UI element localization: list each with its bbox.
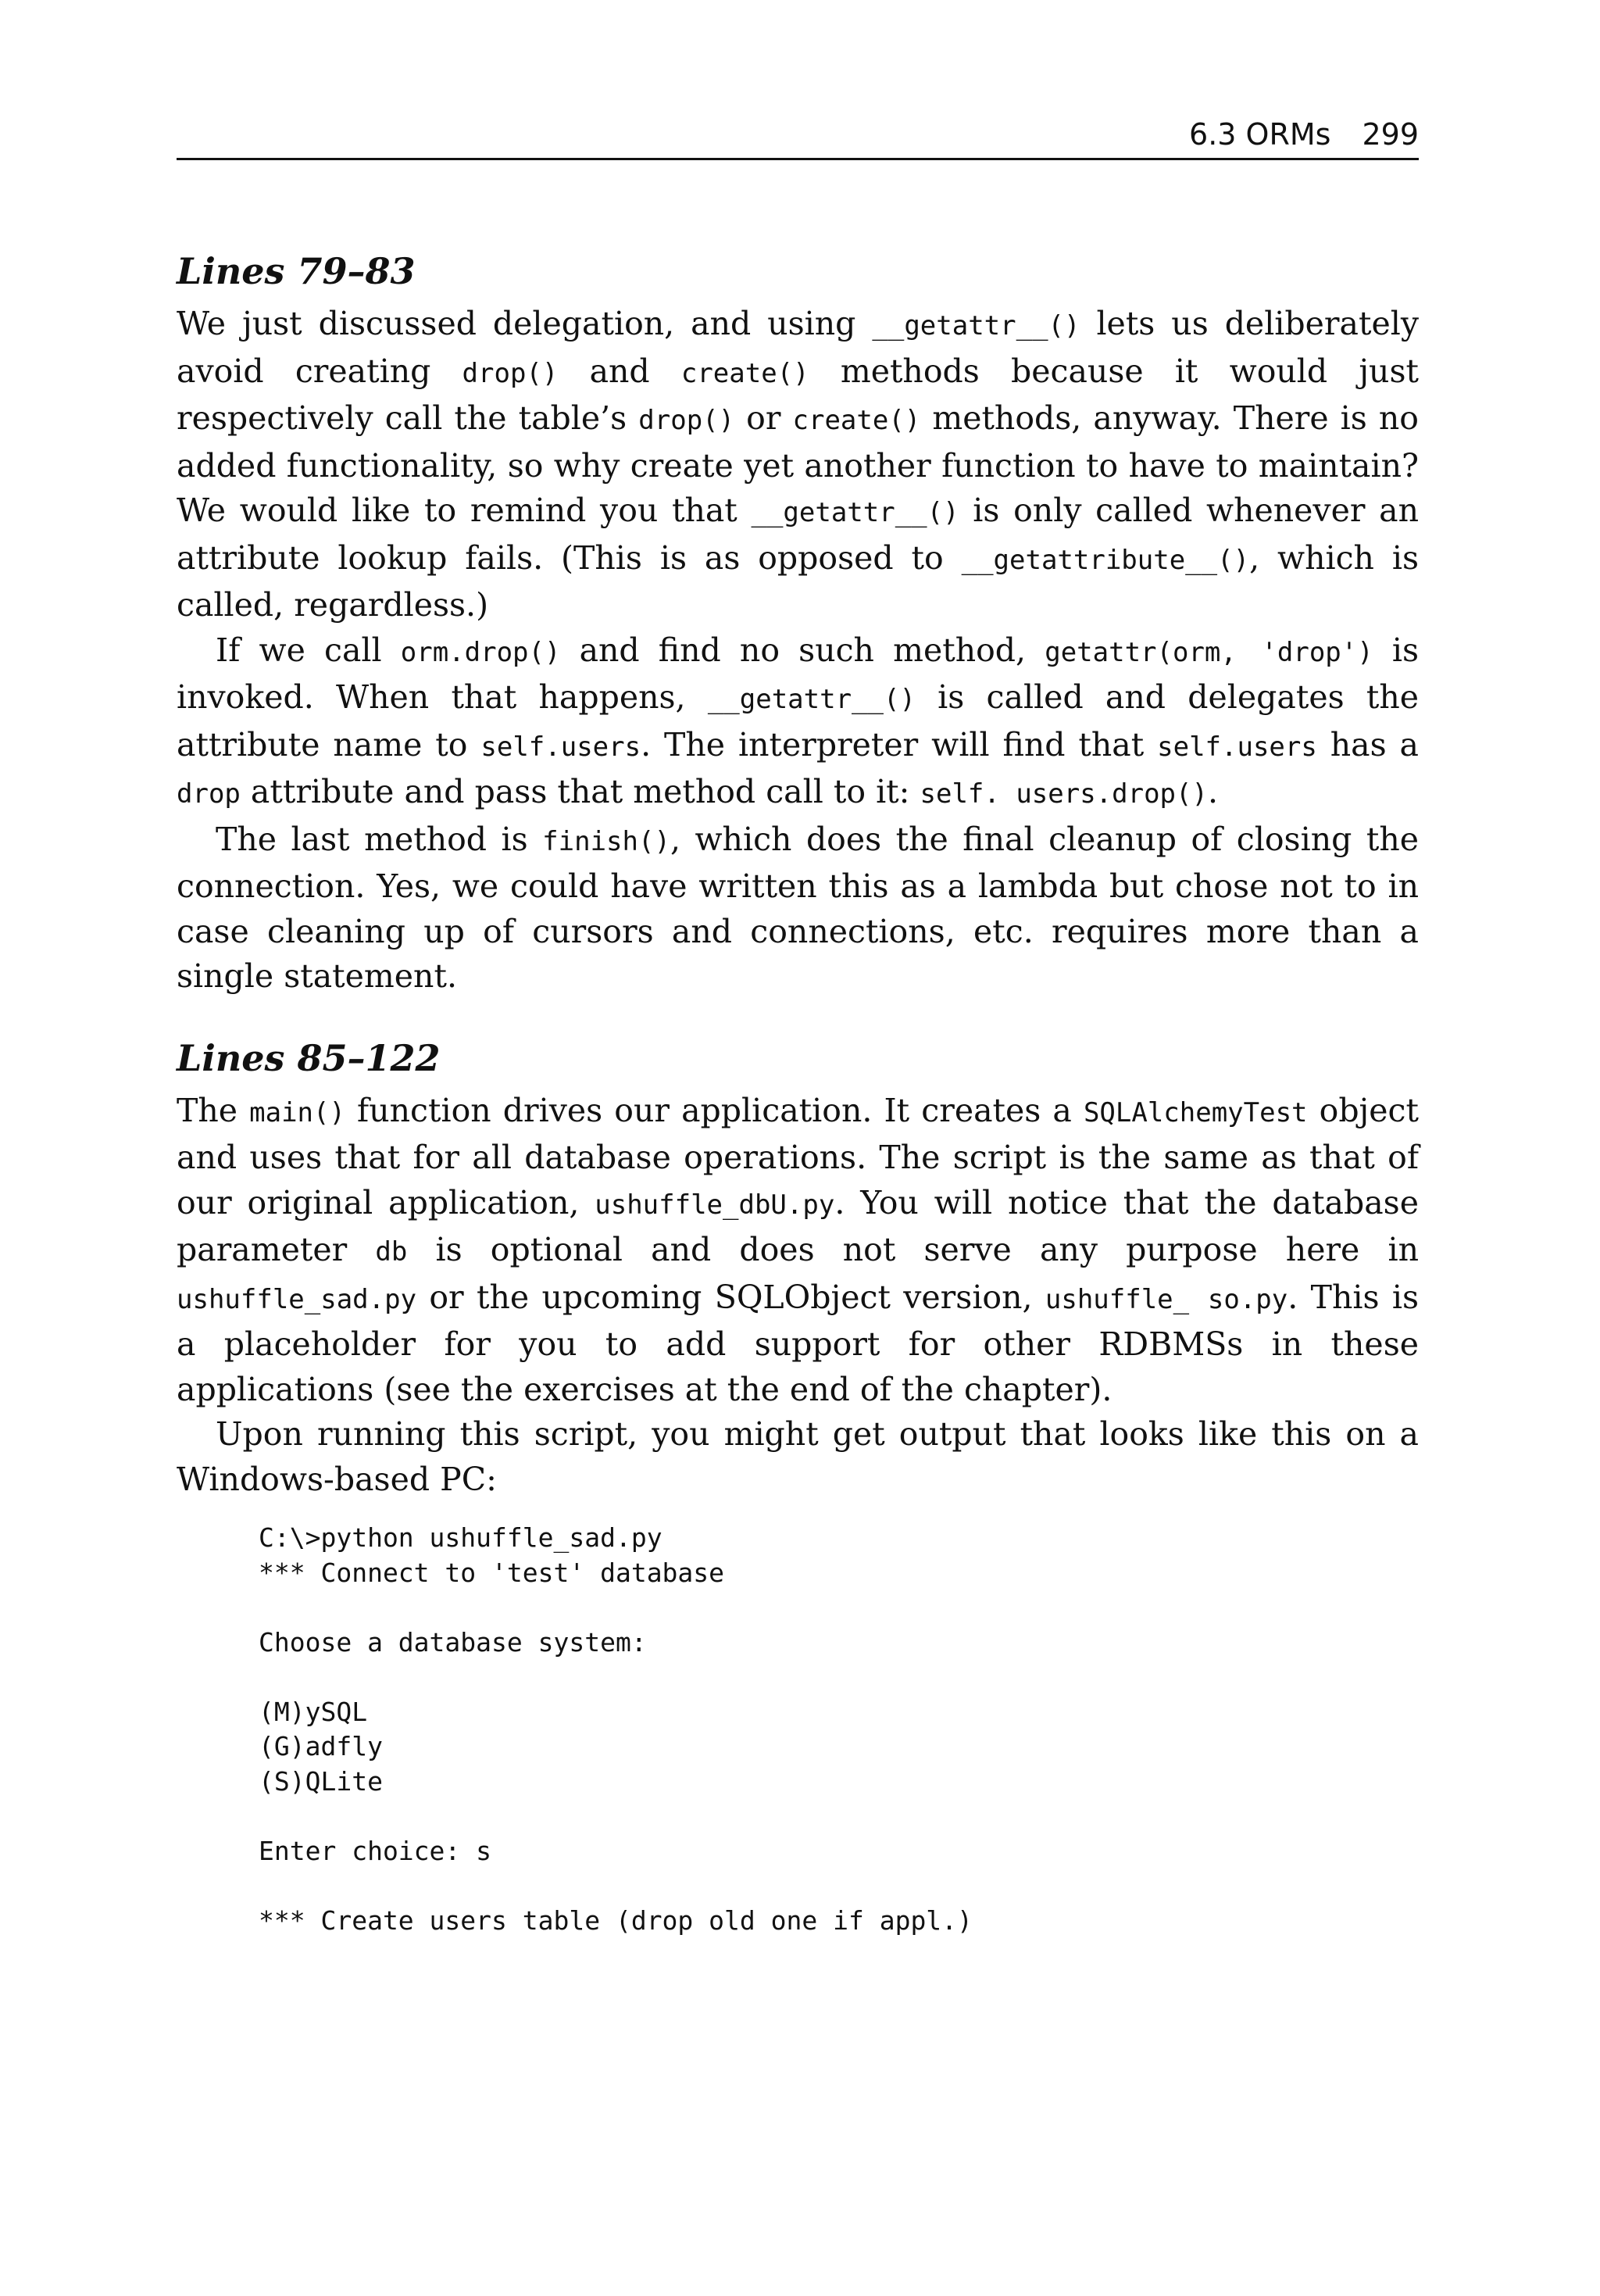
text-run: and	[558, 352, 681, 390]
inline-code: drop	[177, 778, 241, 810]
text-run: If we call	[216, 631, 401, 669]
inline-code: finish()	[542, 825, 670, 857]
text-run: object and uses that for all database operations. The script is the same as that of our original application,	[177, 1091, 1419, 1221]
text-run: and find no such method,	[560, 631, 1045, 669]
console-line	[259, 1869, 1419, 1904]
inline-code: self. users.drop()	[920, 778, 1208, 810]
console-line: C:\>python ushuffle_sad.py	[259, 1522, 662, 1553]
paragraph-finish-method	[177, 817, 1419, 1000]
inline-code: self.users	[480, 731, 641, 763]
text-run: is called and delegates the attribute name to	[177, 678, 1420, 764]
inline-code: __getattr__()	[872, 310, 1080, 342]
text-run: lets us deliberately avoid creating	[177, 305, 1419, 390]
console-line: Choose a database system:	[259, 1626, 647, 1658]
paragraph-orm-drop	[177, 628, 1419, 817]
text-run: is optional and does not serve any purpose here in	[407, 1231, 1419, 1268]
paragraph-main-function	[177, 1089, 1419, 1413]
inline-code: ushuffle_sad.py	[177, 1283, 417, 1315]
text-run: , which is called, regardless.)	[177, 538, 1420, 624]
text-run: function drives our application. It creates a	[345, 1091, 1084, 1129]
inline-code: create()	[792, 405, 921, 436]
running-header	[177, 117, 1419, 160]
inline-code: drop()	[638, 405, 735, 436]
inline-code: __getattr__()	[707, 684, 916, 715]
console-line	[259, 1660, 1419, 1695]
console-line: *** Create users table (drop old one if appl.)	[259, 1904, 973, 1936]
text-run: methods because it would just respectively call the table’s	[177, 352, 1419, 437]
text-run: .	[1207, 773, 1219, 810]
inline-code: SQLAlchemyTest	[1083, 1096, 1308, 1128]
inline-code: ushuffle_ so.py	[1045, 1283, 1288, 1315]
text-run: The	[177, 1091, 250, 1129]
inline-code: create()	[680, 357, 809, 389]
text-run: or	[734, 399, 793, 437]
inline-code: db	[375, 1236, 408, 1268]
inline-code: __getattribute__()	[961, 544, 1250, 576]
inline-code: ushuffle_dbU.py	[595, 1189, 835, 1221]
console-line: *** Connect to 'test' database	[259, 1557, 725, 1588]
text-run: or the upcoming SQLObject version,	[416, 1278, 1045, 1316]
paragraph-delegation	[177, 302, 1419, 628]
paragraph-running-script	[177, 1412, 1419, 1502]
text-run: is invoked. When that happens,	[177, 631, 1419, 716]
page-number: 299	[1362, 117, 1419, 152]
header-section-title: 6.3 ORMs	[1189, 117, 1331, 152]
console-line	[259, 1799, 1419, 1834]
text-run: . You will notice that the database parameter	[177, 1183, 1419, 1268]
text-run: has a	[1316, 725, 1419, 764]
inline-code: orm.drop()	[400, 636, 561, 668]
inline-code: self.users	[1157, 731, 1317, 763]
text-run: . The interpreter will find that	[641, 725, 1158, 764]
text-run: The last method is	[216, 820, 543, 858]
console-output	[259, 1521, 1419, 1938]
inline-code: main()	[249, 1096, 345, 1128]
console-line: (S)QLite	[259, 1765, 383, 1797]
body-text	[177, 249, 1419, 1938]
text-run: , which does the final cleanup of closing the connection. Yes, we could have written this as a lambda but chose not to in case cleaning up of cursors and connections, etc. requires more than a single statement.	[177, 820, 1419, 995]
inline-code: drop()	[462, 357, 559, 389]
text-run: attribute and pass that method call to it:	[240, 773, 920, 810]
text-run: . This is a placeholder for you to add support for other RDBMSs in these applications (see the exercises at the end of the chapter).	[177, 1278, 1419, 1408]
console-line	[259, 1590, 1419, 1625]
console-line: (G)adfly	[259, 1731, 383, 1761]
inline-code: __getattr__()	[751, 497, 959, 528]
section-heading-lines-79-83: Lines 79–83	[177, 250, 416, 292]
console-line: Enter choice: s	[259, 1835, 492, 1866]
text-run: methods, anyway. There is no added functionality, so why create yet another function to have to maintain? We would like to remind you that	[177, 399, 1419, 529]
text-run: We just discussed delegation, and using	[177, 305, 873, 342]
section-heading-lines-85-122: Lines 85–122	[177, 1036, 441, 1079]
text-run: is only called whenever an attribute lookup fails. (This is as opposed to	[177, 492, 1419, 577]
inline-code: getattr(orm, 'drop')	[1045, 636, 1373, 668]
console-line: (M)ySQL	[259, 1696, 368, 1727]
text-run: Upon running this script, you might get output that looks like this on a Windows-based PC:	[177, 1415, 1419, 1498]
